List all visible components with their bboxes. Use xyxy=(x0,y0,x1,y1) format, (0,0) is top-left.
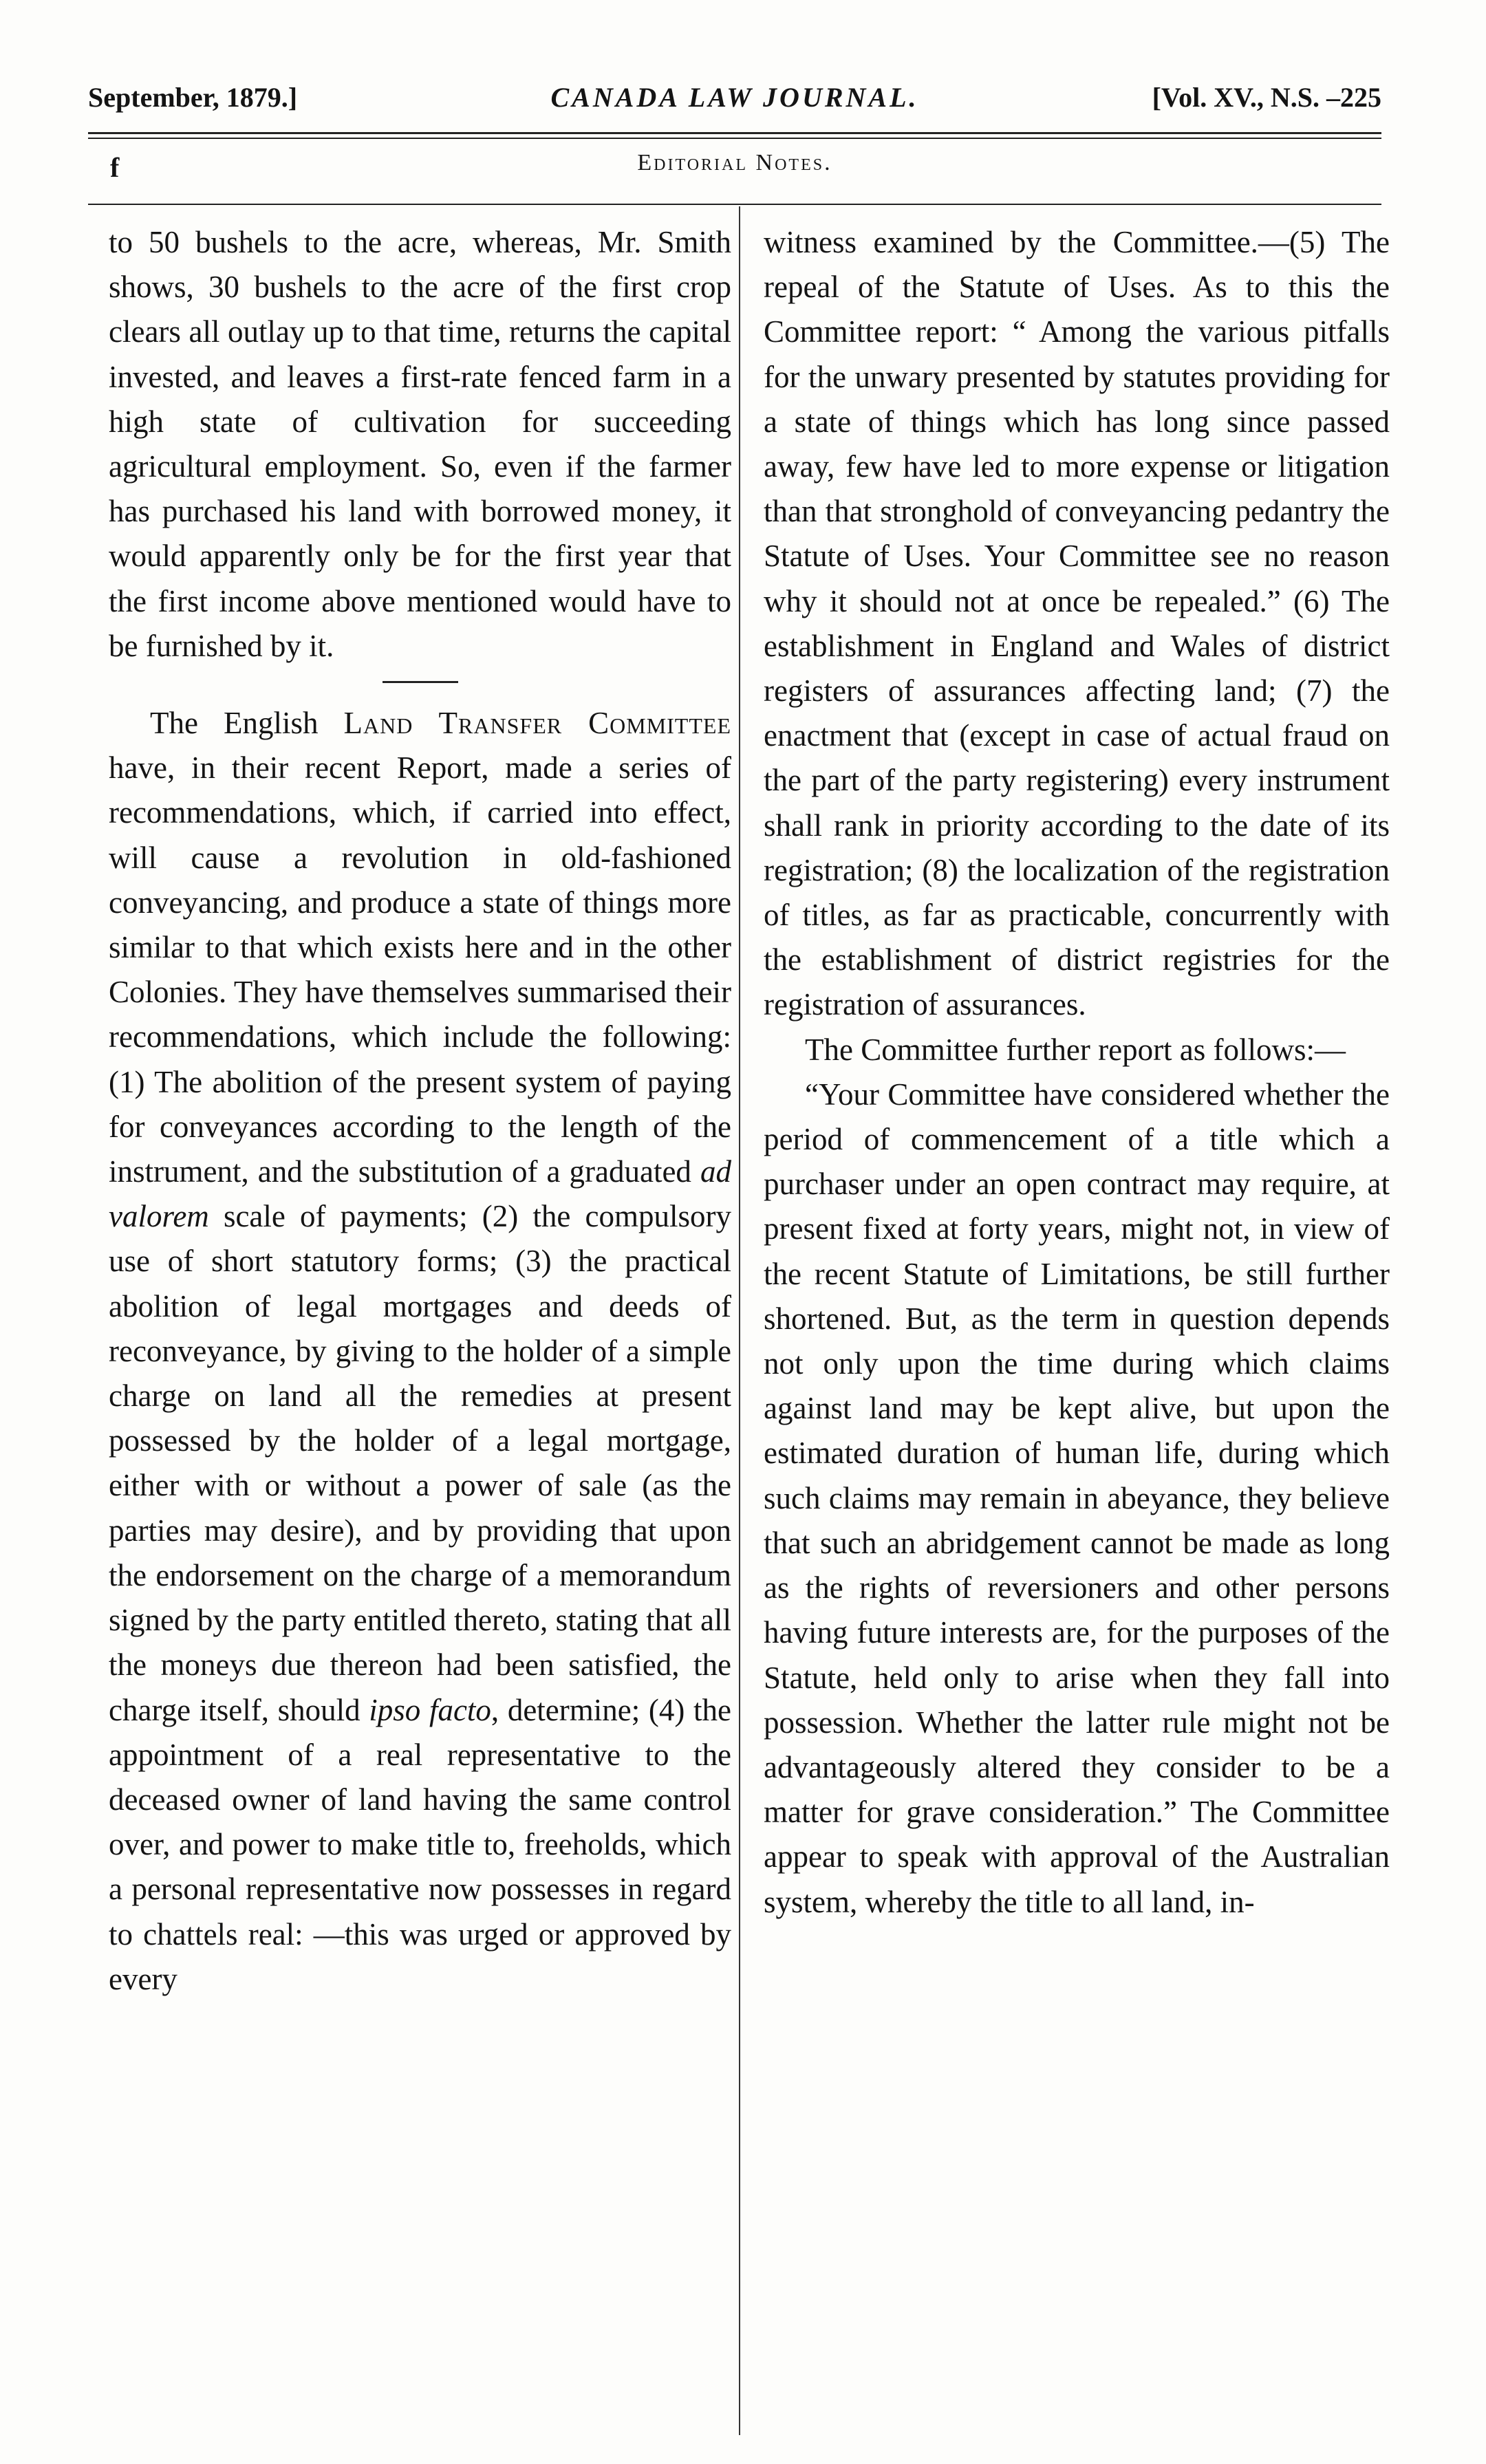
section-title: Editorial Notes. xyxy=(637,150,832,175)
ad-valorem-italic: ad valorem xyxy=(109,1154,731,1234)
header-journal-title: CANADA LAW JOURNAL. xyxy=(550,82,919,113)
right-column xyxy=(764,220,1390,1925)
right-paragraph-1: witness examined by the Committee.—(5) The repeal of the Statute of Uses. As to this the Committee report: “ Among the various pitfalls for the unwary presented by statutes providing for a state of things which has long since passed away, few have led to more expense or litigation than that stronghold of conveyancing pedantry the Statute of Uses. Your Committee see no reason why it should not at once be repealed.” (6) The establishment in England and Wales of district registers of assurances affecting land; (7) the enactment that (except in case of actual fraud on the part of the party registering) every instrument shall rank in priority according to the date of its registration; (8) the localization of the registration of titles, as far as practicable, concurrently with the establishment of district registries for the registration of assurances. xyxy=(764,225,1390,1022)
section-rule xyxy=(88,204,1381,205)
right-paragraph-2: The Committee further report as follows:— xyxy=(805,1032,1346,1067)
header-rule-bottom xyxy=(88,138,1381,139)
short-separator-rule xyxy=(383,681,458,683)
right-paragraph-3: “Your Committee have considered whether the period of commencement of a title which a purchaser under an open contract may require, at present fixed at forty years, might not, in view of the recent Statute of Limitations, be still further shortened. But, as the term in question depends not only upon the time during which claims against land may be kept alive, but upon the estimated duration of human life, during which such claims may remain in abeyance, they believe that such an abridgement cannot be made as long as the rights of reversioners and other persons having future interests are, for the purposes of the Statute, held only to arise when they fall into possession. Whether the latter rule might not be advantageously altered they consider to be a matter for grave consideration.” The Committee appear to speak with approval of the Australian system, whereby the title to all land, in- xyxy=(764,1077,1390,1919)
header-volume: [Vol. XV., N.S. –225 xyxy=(1152,82,1381,113)
para2-start: The English xyxy=(150,706,344,741)
running-header xyxy=(88,81,1381,122)
header-date: September, 1879.] xyxy=(88,82,298,113)
committee-name: Land Transfer Committee xyxy=(343,706,731,741)
para2-text-c: , determine; (4) the appointment of a real representative to the deceased owner of land having the same control over, and power to make title to, freeholds, which a personal representative now possesses in regard to chattels real: —this was urged or approved by every xyxy=(109,1692,731,1996)
left-paragraph-1: to 50 bushels to the acre, whereas, Mr. Smith shows, 30 bushels to the acre of the first crop clears all outlay up to that time, returns the capital invested, and leaves a first-rate fenced farm in a high state of cultivation for succeeding agricultural employment. So, even if the farmer has purchased his land with borrowed money, it would apparently only be for the first year that the first income above mentioned would have to be furnished by it. xyxy=(109,225,731,663)
column-divider xyxy=(739,206,740,2435)
left-paragraph-2 xyxy=(109,701,731,2002)
left-column xyxy=(109,220,731,2002)
ipso-facto-italic: ipso facto xyxy=(369,1692,491,1727)
header-rule-top xyxy=(88,132,1381,134)
margin-mark: f xyxy=(110,152,120,183)
para2-text-a: have, in their recent Report, made a series of recommendations, which, if carried into effect, will cause a revolution in old-fashioned conveyancing, and produce a state of things more similar to that which exists here and in the other Colonies. They have themselves summarised their recommendations, which include the following: (1) The abolition of the present system of paying for conveyances according to the length of the instrument, and the substitution of a graduated xyxy=(109,750,731,1189)
para2-text-b: scale of payments; (2) the compulsory use of short statutory forms; (3) the practical abolition of legal mortgages and deeds of reconveyance, by giving to the holder of a simple charge on land all the remedies at present possessed by the holder of a legal mortgage, either with or without a power of sale (as the parties may desire), and by providing that upon the endorsement on the charge of a memorandum signed by the party entitled thereto, stating that all the moneys due thereon had been satisfied, the charge itself, should xyxy=(109,1199,731,1727)
